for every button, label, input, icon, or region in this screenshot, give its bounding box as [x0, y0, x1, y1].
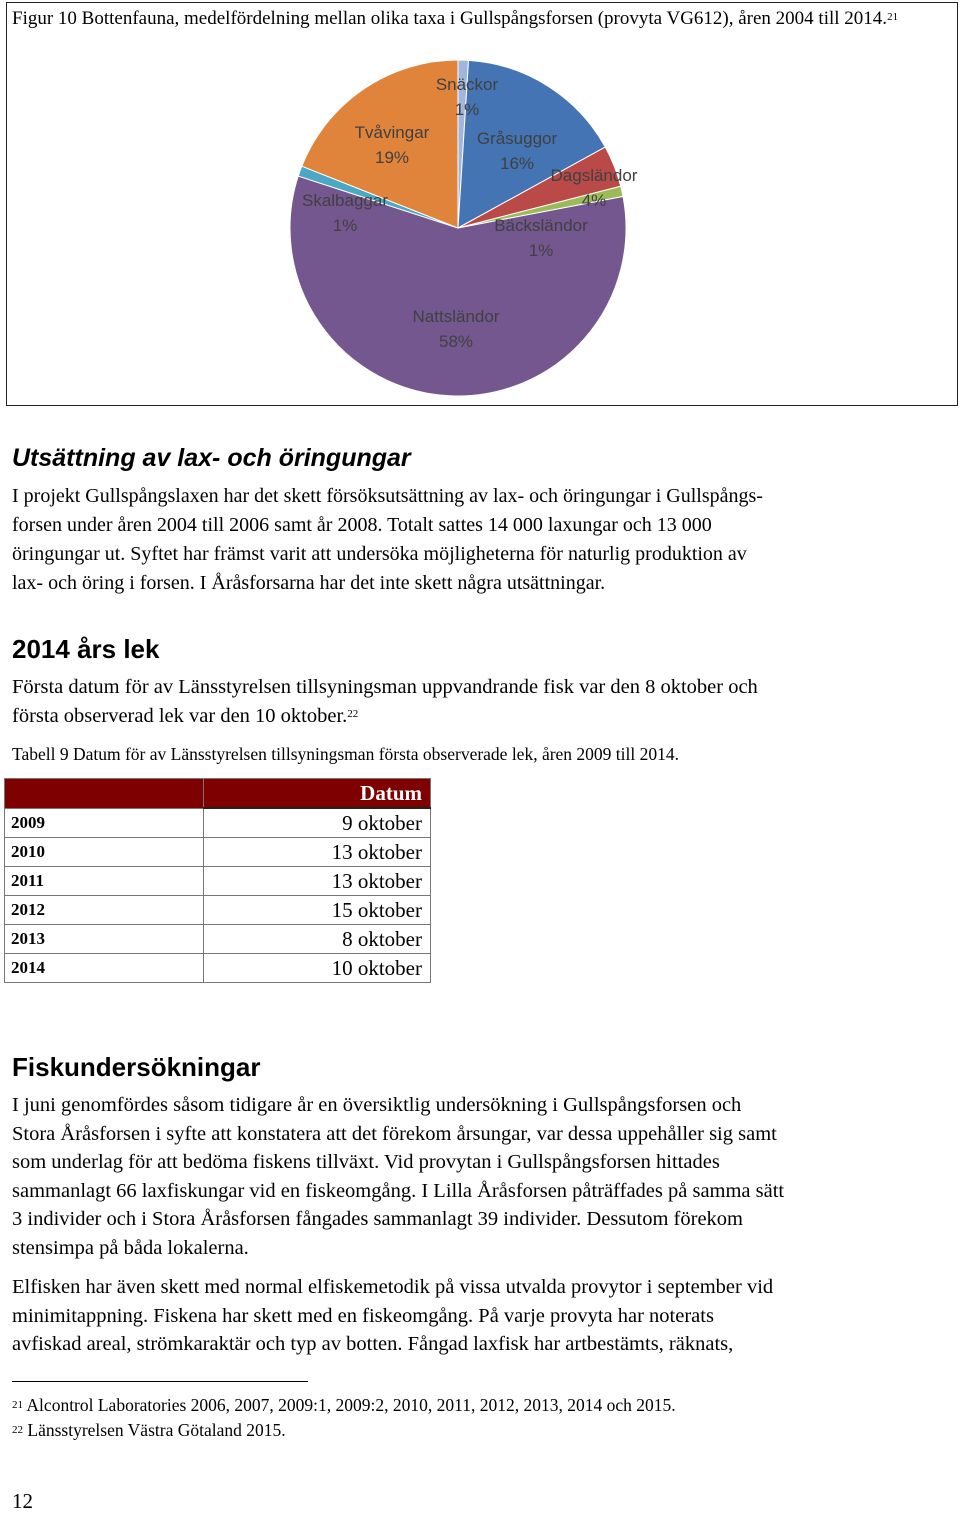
section-fisk-para1: [12, 1091, 952, 1262]
date-cell: 10 oktober: [204, 954, 431, 983]
year-cell: 2014: [5, 954, 204, 983]
section-heading-fisk: Fiskundersökningar: [12, 1052, 261, 1082]
paragraph-line: 3 individer och i Stora Åråsforsen fångades sammanlagt 39 individer. Dessutom förekom: [12, 1208, 744, 1230]
footnote-separator: [12, 1381, 308, 1382]
label-snackor-name: Snäckor: [435, 75, 499, 94]
pie-chart: [0, 0, 960, 406]
label-nattslandor-value: 58%: [438, 332, 474, 351]
year-cell: 2012: [5, 896, 204, 925]
table-header-row: [5, 779, 431, 809]
table-row: [5, 896, 431, 925]
section-heading-lek: 2014 års lek: [12, 634, 160, 664]
paragraph-line: avfiskad areal, strömkaraktär och typ av botten. Fångad laxfisk har artbestämts, räknats,: [12, 1333, 734, 1355]
paragraph-line: sammanlagt 66 laxfiskungar vid en fiskeomgång. I Lilla Åråsforsen påträffades på samma sätt: [12, 1179, 785, 1202]
label-dagslandor-name: Dagsländor: [550, 166, 638, 185]
label-dagslandor-value: 4%: [581, 191, 607, 210]
paragraph-line: [12, 702, 952, 731]
year-cell: 2013: [5, 925, 204, 954]
date-cell: 8 oktober: [204, 925, 431, 954]
paragraph-line: Stora Åråsforsen i syfte att konstatera att det förekom årsungar, var dessa uppehåller sig samt: [12, 1122, 777, 1145]
label-tvavingar-value: 19%: [374, 148, 410, 167]
label-gragsuggor-value: 16%: [499, 154, 535, 173]
paragraph-line: som underlag för att bedöma fiskens tillväxt. Vid provytan i Gullspångsforsen hittades: [12, 1151, 720, 1173]
footnote-21: [12, 1394, 676, 1417]
label-gragsuggor-name: Gråsuggor: [476, 129, 558, 148]
paragraph-line: Elfisken har även skett med normal elfiskemetodik på vissa utvalda provytor i september vid: [12, 1276, 774, 1298]
table-row: [5, 808, 431, 838]
year-cell: 2010: [5, 838, 204, 867]
label-snackor-value: 1%: [454, 100, 480, 119]
lek-table: [4, 778, 431, 983]
section-heading-utsattning: Utsättning av lax- och öringungar: [12, 444, 411, 472]
date-cell: 13 oktober: [204, 838, 431, 867]
footnote-number: 21: [12, 1399, 23, 1411]
table-caption: Tabell 9 Datum för av Länsstyrelsen tillsyningsman första observerade lek, åren 2009 till 2014.: [12, 744, 680, 764]
footnote-number: 22: [12, 1424, 23, 1436]
label-nattslandor-name: Nattsländor: [412, 307, 500, 326]
footnote-ref-21: 21: [887, 11, 899, 23]
paragraph-line: minimitappning. Fiskena har skett med en fiskeomgång. På varje provyta har noterats: [12, 1304, 714, 1327]
table-row: [5, 838, 431, 867]
label-backslandor-name: Bäcksländor: [494, 216, 588, 235]
table-header-empty: [5, 779, 204, 809]
section-lek: [12, 634, 159, 665]
table-row: [5, 925, 431, 954]
paragraph-line: Första datum för av Länsstyrelsen tillsyningsman uppvandrande fisk var den 8 oktober och: [12, 676, 758, 698]
date-cell: 13 oktober: [204, 867, 431, 896]
date-cell: 15 oktober: [204, 896, 431, 925]
year-cell: 2009: [5, 808, 204, 838]
section-utsattning: [12, 444, 411, 473]
table-row: [5, 867, 431, 896]
paragraph-line: I projekt Gullspångslaxen har det skett försöksutsättning av lax- och öringungar i Gullspångs-: [12, 485, 763, 507]
section-fisk: [12, 1052, 261, 1083]
label-skalbaggar-name: Skalbaggar: [301, 191, 389, 210]
footnote-22: [12, 1419, 286, 1442]
label-tvavingar-name: Tvåvingar: [354, 123, 430, 142]
footnote-text: Alcontrol Laboratories 2006, 2007, 2009:1, 2009:2, 2010, 2011, 2012, 2013, 2014 och 2015.: [26, 1395, 676, 1415]
paragraph-line: öringungar ut. Syftet har främst varit att undersöka möjligheterna för naturlig produktion av: [12, 543, 747, 565]
figure-caption-text: Figur 10 Bottenfauna, medelfördelning mellan olika taxa i Gullspångsforsen (provyta VG612), åren 2004 till 2014.: [12, 8, 888, 29]
section-lek-body: [12, 673, 952, 730]
page-number: 12: [12, 1489, 33, 1513]
paragraph-line: forsen under åren 2004 till 2006 samt år 2008. Totalt sattes 14 000 laxungar och 13 000: [12, 514, 712, 536]
paragraph-line: I juni genomfördes såsom tidigare år en översiktlig undersökning i Gullspångsforsen och: [12, 1094, 742, 1116]
footnote-text: Länsstyrelsen Västra Götaland 2015.: [27, 1420, 286, 1440]
paragraph-line: lax- och öring i forsen. I Åråsforsarna har det inte skett några utsättningar.: [12, 572, 606, 594]
paragraph-line: stensimpa på båda lokalerna.: [12, 1236, 249, 1259]
date-cell: 9 oktober: [204, 808, 431, 838]
year-cell: 2011: [5, 867, 204, 896]
paragraph-text: första observerad lek var den 10 oktober.: [12, 704, 348, 727]
label-backslandor-value: 1%: [528, 241, 554, 260]
section-fisk-para2: [12, 1273, 952, 1359]
table-row: [5, 954, 431, 983]
footnote-ref-22: 22: [347, 707, 359, 720]
table-header-datum: Datum: [204, 779, 431, 809]
label-skalbaggar-value: 1%: [332, 216, 358, 235]
section-utsattning-body: [12, 482, 952, 598]
